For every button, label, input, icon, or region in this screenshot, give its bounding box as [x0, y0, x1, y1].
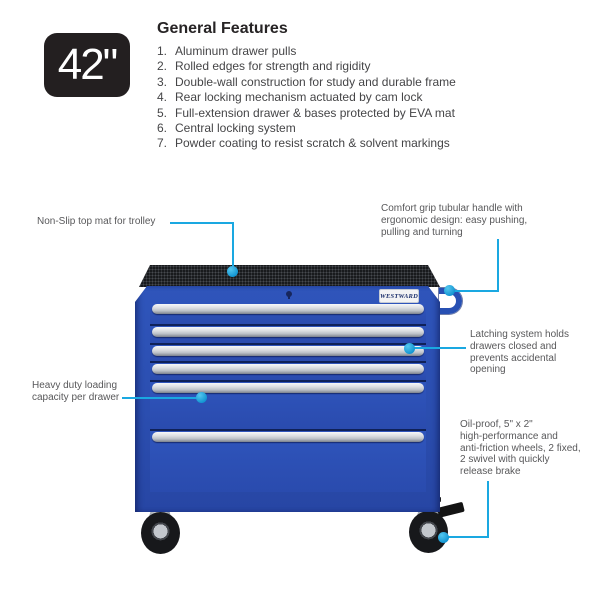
drawer-pull-5 [152, 383, 424, 393]
drawer-pull-3 [152, 346, 424, 356]
callout-top-mat-line [232, 222, 234, 268]
feature-item [157, 136, 577, 151]
drawer-6 [150, 429, 426, 492]
callout-top-mat-line [170, 222, 234, 224]
feature-text: Rear locking mechanism actuated by cam lock [175, 90, 423, 105]
drawer-4 [150, 361, 426, 380]
general-features [157, 20, 577, 152]
callout-wheels-text: Oil-proof, 5" x 2" high-performance and anti-friction wheels, 2 fixed, 2 swivel with quickly release brake [460, 419, 581, 478]
size-badge-label: 42" [57, 40, 117, 89]
features-title: General Features [157, 20, 288, 37]
callout-top-mat-text: Non-Slip top mat for trolley [37, 216, 156, 227]
drawer-1 [150, 303, 426, 324]
callout-loading-text: Heavy duty loading capacity per drawer [32, 380, 120, 403]
callout-latching-line [414, 347, 466, 349]
callout-latching-text: Latching system holds drawers closed and prevents accidental opening [470, 329, 569, 376]
callout-top-mat-dot [227, 266, 238, 277]
size-badge [44, 33, 130, 97]
callout-wheels-line [448, 536, 488, 538]
feature-text: Double-wall construction for study and durable frame [175, 74, 456, 89]
feature-number: 6. [157, 121, 168, 136]
callout-loading-line [122, 397, 198, 399]
drawer-3 [150, 343, 426, 361]
lock-icon [286, 291, 292, 297]
callout-handle-line [452, 290, 499, 292]
callout-handle-text: Comfort grip tubular handle with ergonomic design: easy pushing, pulling and turning [381, 203, 528, 238]
feature-number: 5. [157, 105, 168, 120]
caster-wheel-left [141, 512, 180, 554]
feature-number: 4. [157, 90, 168, 105]
drawer-pull-1 [152, 304, 424, 314]
callout-loading-dot [196, 392, 207, 403]
feature-item [157, 59, 577, 74]
feature-text: Powder coating to resist scratch & solvent markings [175, 136, 450, 151]
feature-text: Full-extension drawer & bases protected by EVA mat [175, 105, 455, 120]
feature-item [157, 90, 577, 105]
feature-text: Aluminum drawer pulls [175, 44, 297, 58]
feature-number: 1. [157, 44, 168, 58]
drawer-5 [150, 380, 426, 429]
feature-item [157, 75, 577, 90]
drawer-pull-6 [152, 432, 424, 442]
feature-number: 7. [157, 136, 168, 151]
drawer-pull-4 [152, 364, 424, 374]
callout-handle-dot [444, 285, 455, 296]
callout-wheels-line [487, 481, 489, 538]
features-list [157, 44, 577, 152]
feature-item [157, 106, 577, 121]
brand-logo: WESTWARD [379, 289, 419, 303]
feature-text: Central locking system [175, 121, 296, 136]
feature-text: Rolled edges for strength and rigidity [175, 59, 371, 74]
top-mat [139, 265, 440, 287]
callout-handle-line [497, 239, 499, 291]
feature-item [157, 44, 577, 59]
callout-latching-dot [404, 343, 415, 354]
feature-item [157, 121, 577, 136]
feature-number: 2. [157, 59, 168, 74]
feature-number: 3. [157, 74, 168, 89]
drawer-pull-2 [152, 327, 424, 337]
callout-wheels-dot [438, 532, 449, 543]
drawer-2 [150, 324, 426, 343]
